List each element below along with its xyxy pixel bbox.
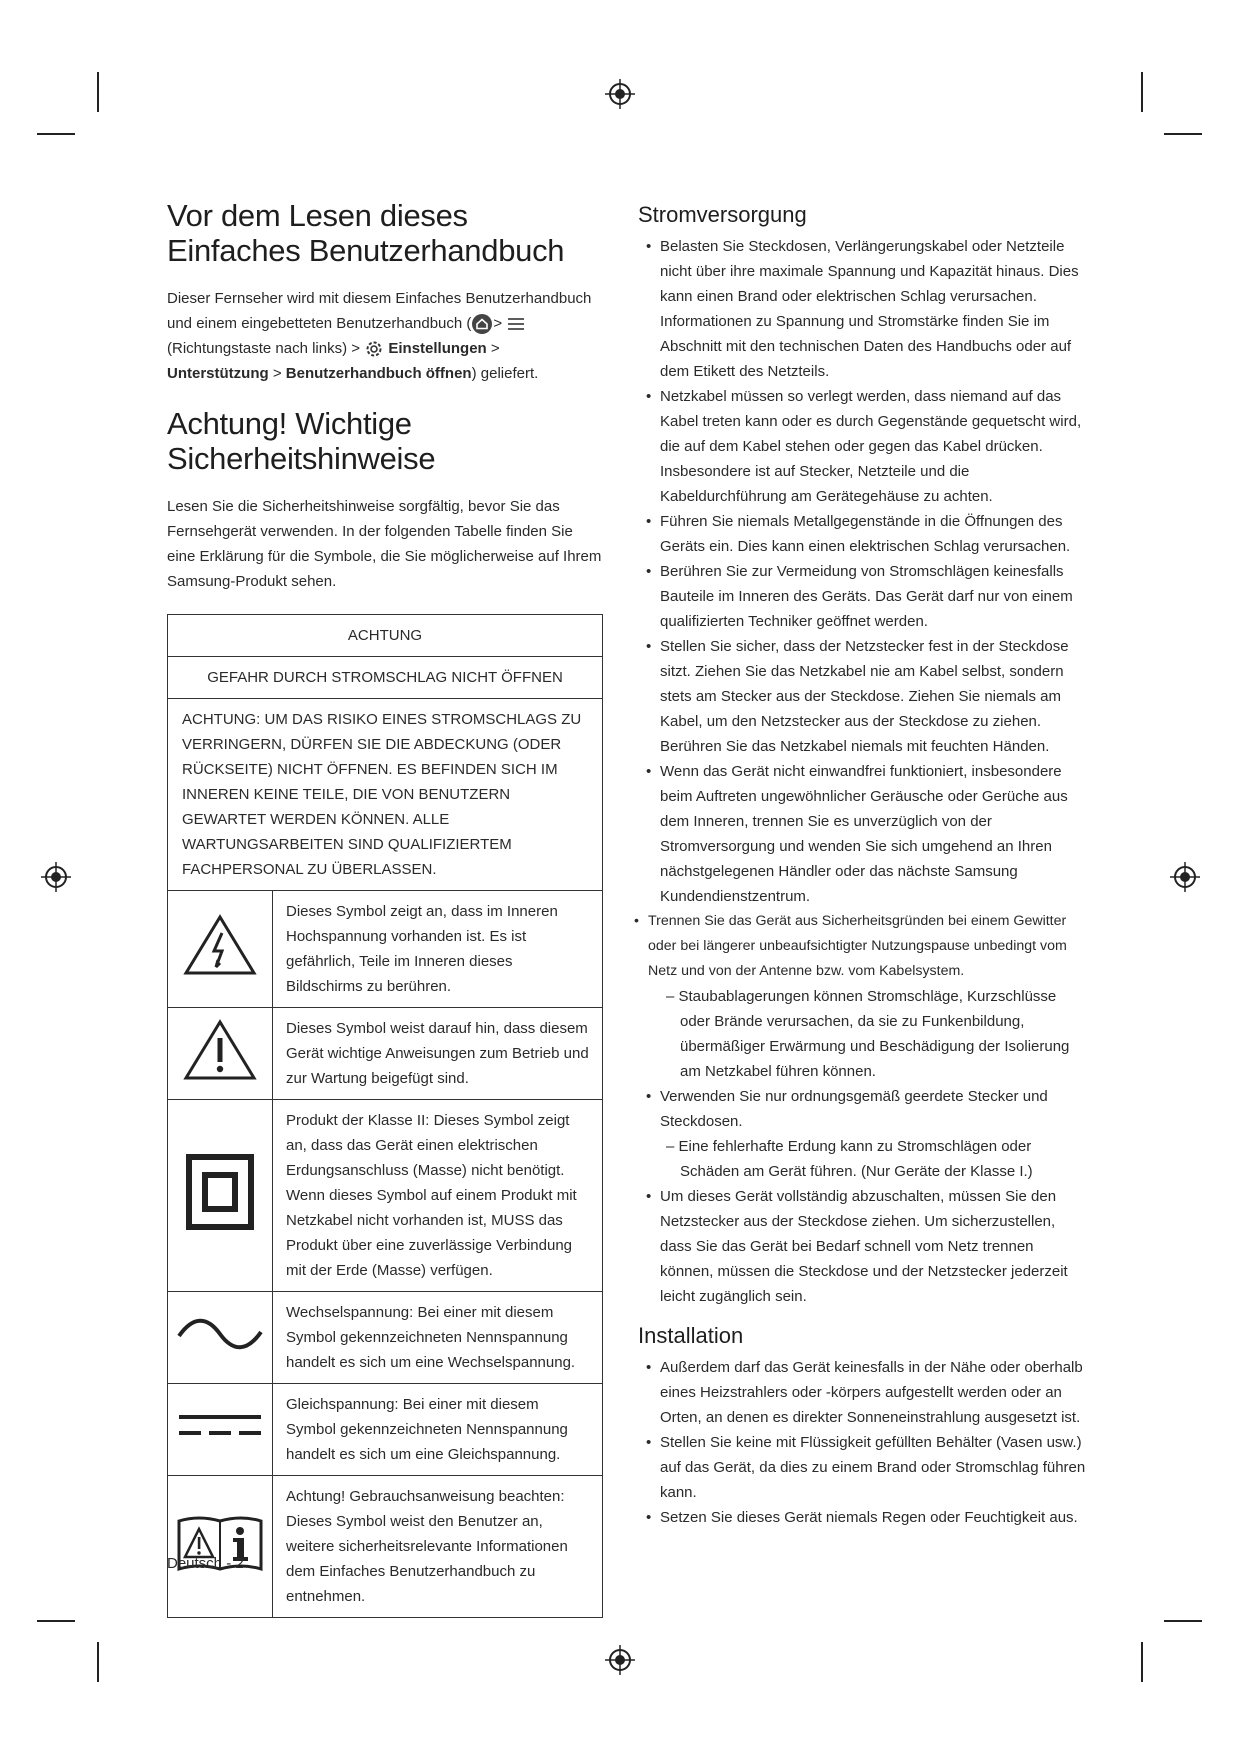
ac-voltage-icon [175,1314,265,1354]
table-row [168,1384,603,1476]
list-item: • Verwenden Sie nur ordnungsgemäß geerdete Stecker und Steckdosen. [638,1084,1090,1134]
symbol-description: Produkt der Klasse II: Dieses Symbol zeigt an, dass das Gerät einen elektrischen Erdungsanschluss (Masse) nicht benötigt. Wenn dieses Symbol auf einem Produkt mit Netzkabel nicht vorhanden ist, MUSS das Produkt über eine zuverlässige Verbindung mit der Erde (Masse) verfügen. [273,1100,603,1292]
crop-mark [1164,1620,1202,1622]
list-item: • Wenn das Gerät nicht einwandfrei funktioniert, insbesondere beim Auftreten ungewöhnlicher Geräusche oder Gerüche aus dem Inneren, trennen Sie es unverzüglich von der Stromversorgung und wenden Sie sich umgehend an Ihren nächstgelegenen Händler oder das nächste Samsung Kundendienstzentrum. [638,759,1090,909]
installation-list [638,1355,1090,1530]
safety-intro: Lesen Sie die Sicherheitshinweise sorgfältig, bevor Sie das Fernsehgerät verwenden. In der folgenden Tabelle finden Sie eine Erklärung für die Symbole, die Sie möglicherweise auf Ihrem Samsung-Produkt sehen. [167,498,602,590]
crop-mark [37,1620,75,1622]
table-row [168,1476,603,1618]
sub-note: – Staubablagerungen können Stromschläge, Kurzschlüsse oder Brände verursachen, da sie zu Funkenbildung, übermäßiger Erwärmung und Beschädigung der Isolierung am Netzkabel führen können. [666,988,1070,1080]
left-column [167,198,605,1618]
registration-mark-icon [1170,862,1200,892]
sub-note: – Eine fehlerhafte Erdung kann zu Stromschlägen oder Schäden am Gerät führen. (Nur Geräte der Klasse I.) [666,1138,1033,1180]
exclamation-warning-icon [182,1018,258,1082]
symbol-description: Gleichspannung: Bei einer mit diesem Symbol gekennzeichneten Nennspannung handelt es sich um eine Gleichspannung. [273,1384,603,1476]
list-item: • Berühren Sie zur Vermeidung von Stromschlägen keinesfalls Bauteile im Inneren des Geräts. Das Gerät darf nur von einem qualifizierten Techniker geöffnet werden. [638,559,1090,634]
heading-before-reading: Vor dem Lesen dieses Einfaches Benutzerhandbuch [167,198,565,268]
crop-mark [1141,72,1143,112]
list-item: • Stellen Sie keine mit Flüssigkeit gefüllten Behälter (Vasen usw.) auf das Gerät, da dies zu einem Brand oder Stromschlag führen kann. [638,1430,1090,1505]
crop-mark [1164,133,1202,135]
list-item: • Belasten Sie Steckdosen, Verlängerungskabel oder Netzteile nicht über ihre maximale Spannung und Kapazität hinaus. Dies kann einen Brand oder elektrischen Schlag verursachen. Informationen zu Spannung und Stromstärke finden Sie im Abschnitt mit den technischen Daten des Handbuchs oder auf dem Etikett des Netzteils. [638,234,1090,384]
registration-mark-icon [41,862,71,892]
registration-mark-icon [605,1645,635,1675]
heading-power: Stromversorgung [638,202,807,227]
list-item: • Außerdem darf das Gerät keinesfalls in der Nähe oder oberhalb eines Heizstrahlers oder -körpers aufgestellt werden oder an Orten, an denen es direkter Sonneneinstrahlung ausgesetzt ist. [638,1355,1090,1430]
list-item: • Um dieses Gerät vollständig abzuschalten, müssen Sie den Netzstecker aus der Steckdose ziehen. Um sicherzustellen, dass Sie das Gerät bei Bedarf schnell vom Netz trennen können, müssen die Steckdose und der Netzstecker jederzeit leicht zugänglich sein. [638,1184,1090,1309]
safety-symbols-table [167,614,603,1618]
symbol-description: Wechselspannung: Bei einer mit diesem Symbol gekennzeichneten Nennspannung handelt es sich um eine Wechselspannung. [273,1292,603,1384]
power-list [638,234,1090,984]
table-subheader: GEFAHR DURCH STROMSCHLAG NICHT ÖFFNEN [168,657,603,699]
symbol-description: Dieses Symbol zeigt an, dass im Inneren Hochspannung vorhanden ist. Es ist gefährlich, Teile im Inneren dieses Bildschirms zu berühren. [273,891,603,1008]
right-column [638,202,1090,1530]
table-row [168,891,603,1008]
heading-safety: Achtung! Wichtige Sicherheitshinweise [167,406,436,476]
intro-paragraph: Dieser Fernseher wird mit diesem Einfaches Benutzerhandbuch und einem eingebetteten Benutzerhandbuch ( > (Richtungstaste nach links) > Einstellungen > Unterstützung > Benutzerhandbuch öffnen) geliefert. [167,290,592,382]
list-item: • Setzen Sie dieses Gerät niemals Regen oder Feuchtigkeit aus. [638,1505,1090,1530]
list-item: • Führen Sie niemals Metallgegenstände in die Öffnungen des Geräts ein. Dies kann einen elektrischen Schlag verursachen. [638,509,1090,559]
dc-voltage-icon [175,1411,265,1441]
symbol-description: Dieses Symbol weist darauf hin, dass diesem Gerät wichtige Anweisungen zum Betrieb und zur Wartung beigefügt sind. [273,1008,603,1100]
crop-mark [1141,1642,1143,1682]
menu-icon [506,316,526,332]
table-warning: ACHTUNG: UM DAS RISIKO EINES STROMSCHLAGS ZU VERRINGERN, DÜRFEN SIE DIE ABDECKUNG (ODER RÜCKSEITE) NICHT ÖFFNEN. ES BEFINDEN SICH IM INNEREN KEINE TEILE, DIE VON BENUTZERN GEWARTET WERDEN KÖNNEN. ALLE WARTUNGSARBEITEN SIND QUALIFIZIERTEM FACHPERSONAL ZU ÜBERLASSEN. [168,699,603,891]
class-ii-icon [185,1153,255,1231]
list-item: • Trennen Sie das Gerät aus Sicherheitsgründen bei einem Gewitter oder bei längerer unbeaufsichtigter Nutzungspause unbedingt vom Netz und von der Antenne bzw. vom Kabelsystem. [626,909,1090,984]
crop-mark [37,133,75,135]
table-header: ACHTUNG [168,615,603,657]
list-item: • Netzkabel müssen so verlegt werden, dass niemand auf das Kabel treten kann oder es durch Gegenstände gequetscht wird, die auf dem Kabel stehen oder gegen das Kabel drücken. Insbesondere ist auf Stecker, Netzteile und die Kabeldurchführung am Gerätegehäuse zu achten. [638,384,1090,509]
settings-gear-icon [364,339,384,359]
table-row [168,1100,603,1292]
list-item: • Stellen Sie sicher, dass der Netzstecker fest in der Steckdose sitzt. Ziehen Sie das Netzkabel nie am Kabel selbst, sondern stets am Stecker aus der Steckdose. Ziehen Sie niemals am Kabel, um den Netzstecker aus der Steckdose zu ziehen. Berühren Sie das Netzkabel niemals mit feuchten Händen. [638,634,1090,759]
high-voltage-icon [182,913,258,977]
table-row [168,1008,603,1100]
page-footer: Deutsch - 2 [167,1555,244,1572]
symbol-description: Achtung! Gebrauchsanweisung beachten: Dieses Symbol weist den Benutzer an, weitere sicherheitsrelevante Informationen dem Einfaches Benutzerhandbuch zu entnehmen. [273,1476,603,1618]
home-icon [471,313,493,335]
registration-mark-icon [605,79,635,109]
crop-mark [97,72,99,112]
crop-mark [97,1642,99,1682]
table-row [168,1292,603,1384]
heading-installation: Installation [638,1323,744,1348]
